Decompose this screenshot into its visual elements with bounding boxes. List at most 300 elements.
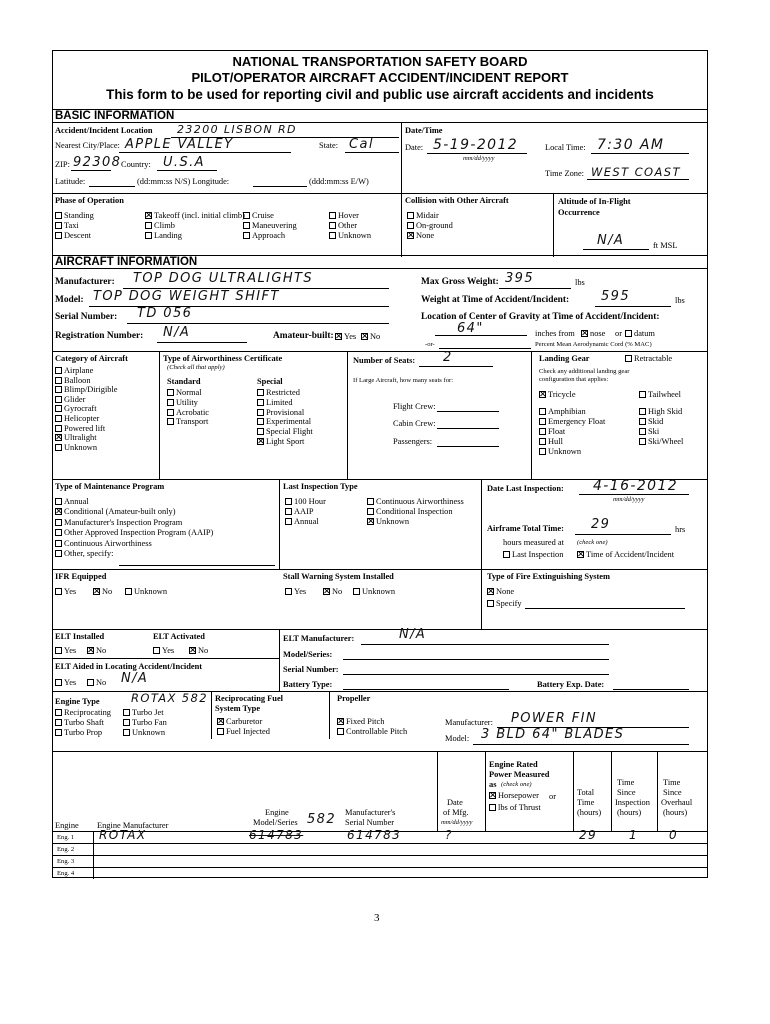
checkbox-mark[interactable] [93, 588, 100, 595]
ifr-yes-checkbox[interactable] [55, 587, 76, 596]
cg-nose-checkbox[interactable] [581, 329, 605, 338]
time-zone-value[interactable]: WEST COAST [591, 165, 681, 179]
category-checkbox-6[interactable] [55, 424, 105, 433]
elt-aided-value[interactable]: N/A [121, 671, 149, 686]
fire-specify-checkbox[interactable] [487, 599, 522, 608]
checkbox-mark[interactable] [581, 330, 588, 337]
date-line [427, 153, 527, 154]
category-checkbox-2[interactable] [55, 385, 118, 394]
retractable-label: Retractable [634, 354, 673, 363]
checkbox-mark[interactable] [167, 399, 174, 406]
amateur-built-label: Amateur-built: [273, 331, 334, 341]
checkbox-label: Other, specify: [64, 549, 114, 558]
local-time-line [591, 153, 689, 154]
section-basic-information: BASIC INFORMATION [53, 109, 707, 123]
last-checkbox-3[interactable] [367, 507, 453, 516]
stall-warning-label: Stall Warning System Installed [283, 572, 394, 581]
gear-checkbox-8[interactable] [539, 437, 563, 446]
engine-cell-serial[interactable]: 614783 [347, 828, 402, 842]
checkbox-mark[interactable] [257, 409, 264, 416]
gear-checkbox-2[interactable] [539, 407, 586, 416]
checkbox-mark[interactable] [639, 408, 646, 415]
divider [485, 751, 486, 831]
last-checkbox-5[interactable] [367, 517, 409, 526]
special-checkbox-4[interactable] [257, 427, 313, 436]
checkbox-mark[interactable] [337, 728, 344, 735]
gear-checkbox-10[interactable] [539, 447, 581, 456]
checkbox-mark[interactable] [123, 729, 130, 736]
checkbox-mark[interactable] [55, 540, 62, 547]
altitude-line [583, 249, 649, 250]
checkbox-mark[interactable] [55, 519, 62, 526]
etype-checkbox-4[interactable] [55, 728, 102, 737]
phase-checkbox-6[interactable] [243, 221, 297, 230]
checkbox-mark[interactable] [55, 367, 62, 374]
gear-checkbox-0[interactable] [539, 390, 576, 399]
checkbox-label: Tricycle [548, 390, 576, 399]
last-checkbox-4[interactable] [285, 517, 319, 526]
checkbox-mark[interactable] [489, 792, 496, 799]
checkbox-mark[interactable] [55, 729, 62, 736]
etype-checkbox-1[interactable] [123, 708, 164, 717]
divider [329, 691, 330, 739]
checkbox-label: Unknown [548, 447, 582, 456]
checkbox-mark[interactable] [167, 409, 174, 416]
cg-datum-checkbox[interactable] [625, 329, 655, 338]
col-total-1: Total [577, 788, 595, 797]
special-checkbox-2[interactable] [257, 408, 304, 417]
category-checkbox-4[interactable] [55, 404, 97, 413]
gear-checkbox-6[interactable] [539, 427, 565, 436]
checkbox-label: Normal [176, 388, 202, 397]
special-checkbox-5[interactable] [257, 437, 304, 446]
prop-checkbox-1[interactable] [337, 727, 407, 736]
col-insp-1: Time [617, 778, 635, 787]
col-ovh-1: Time [663, 778, 681, 787]
checkbox-label: Turbo Prop [64, 728, 103, 737]
elt-aided-yes-checkbox[interactable] [55, 678, 76, 687]
city-value[interactable]: APPLE VALLEY [125, 137, 234, 152]
manufacturer-label: Manufacturer: [55, 277, 115, 287]
col-date-1: Date [447, 798, 463, 807]
checkbox-mark[interactable] [55, 550, 62, 557]
gear-checkbox-1[interactable] [639, 390, 681, 399]
phase-checkbox-10[interactable] [243, 231, 285, 240]
checkbox-mark[interactable] [487, 600, 494, 607]
prop-model-value[interactable]: 3 BLD 64" BLADES [481, 727, 625, 742]
gear-checkbox-7[interactable] [639, 427, 659, 436]
col-power-2: Power Measured [489, 770, 550, 779]
checkbox-label: Takeoff (incl. initial climb) [154, 211, 245, 220]
fire-specify-line [525, 608, 685, 609]
checkbox-mark[interactable] [407, 212, 414, 219]
col-model-value[interactable]: 582 [307, 812, 337, 827]
checkbox-mark[interactable] [153, 647, 160, 654]
checkbox-mark[interactable] [55, 212, 62, 219]
checkbox-mark[interactable] [285, 588, 292, 595]
checkbox-mark[interactable] [217, 728, 224, 735]
stall-unknown-checkbox[interactable] [353, 587, 395, 596]
checkbox-label: Blimp/Dirigible [64, 385, 118, 395]
special-checkbox-1[interactable] [257, 398, 293, 407]
checkbox-mark[interactable] [285, 498, 292, 505]
checkbox-mark[interactable] [55, 498, 62, 505]
date-last-inspection-value[interactable]: 4-16-2012 [593, 478, 679, 494]
city-line [119, 152, 291, 153]
checkbox-label: Light Sport [266, 437, 305, 446]
checkbox-label: Continuous Airworthiness [376, 497, 464, 506]
checkbox-mark[interactable] [257, 438, 264, 445]
category-checkbox-1[interactable] [55, 376, 91, 385]
amateur-no-checkbox[interactable] [361, 332, 380, 341]
checkbox-mark[interactable] [257, 418, 264, 425]
hours-measured-note: hours measured at [503, 538, 564, 547]
checkbox-mark[interactable] [577, 551, 584, 558]
divider [657, 751, 658, 831]
checkbox-mark[interactable] [539, 408, 546, 415]
standard-checkbox-2[interactable] [167, 408, 209, 417]
checkbox-mark[interactable] [55, 709, 62, 716]
maint-checkbox-1[interactable] [55, 507, 175, 516]
checkbox-label: Transport [176, 417, 209, 427]
maint-checkbox-3[interactable] [55, 528, 213, 537]
gear-checkbox-5[interactable] [639, 417, 663, 426]
etype-checkbox-5[interactable] [123, 728, 165, 737]
battery-type-line [343, 689, 509, 690]
checkbox-mark[interactable] [285, 508, 292, 515]
checkbox-mark[interactable] [87, 679, 94, 686]
serial-value[interactable]: TD 056 [137, 306, 193, 321]
elt-manufacturer-value[interactable]: N/A [399, 627, 427, 642]
seats-label: Number of Seats: [353, 356, 416, 365]
last-checkbox-2[interactable] [285, 507, 314, 516]
retractable-checkbox[interactable] [625, 354, 672, 363]
fire-ext-label: Type of Fire Extinguishing System [487, 572, 610, 581]
engine-cell-ovh[interactable]: 0 [669, 828, 679, 842]
cg-mac-label: Percent Mean Aerodynamic Cord (% MAC) [535, 341, 652, 348]
col-power-or: or [549, 792, 556, 801]
phase-checkbox-7[interactable] [329, 221, 357, 230]
elt-activated-no-checkbox[interactable] [189, 646, 208, 655]
elt-installed-no-checkbox[interactable] [87, 646, 106, 655]
checkbox-mark[interactable] [407, 232, 414, 239]
checkbox-mark[interactable] [257, 389, 264, 396]
checkbox-mark[interactable] [367, 518, 374, 525]
collision-checkbox-2[interactable] [407, 231, 434, 240]
checkbox-mark[interactable] [123, 719, 130, 726]
checkbox-mark[interactable] [55, 386, 62, 393]
phase-checkbox-8[interactable] [55, 231, 91, 240]
mgw-line [499, 288, 571, 289]
checkbox-mark[interactable] [123, 709, 130, 716]
airframe-time-value[interactable]: 29 [591, 517, 611, 532]
elt-activated-yes-checkbox[interactable] [153, 646, 174, 655]
special-checkbox-0[interactable] [257, 388, 300, 397]
location-value[interactable]: 23200 LISBON RD [177, 123, 297, 136]
checkbox-mark[interactable] [55, 425, 62, 432]
checkbox-mark[interactable] [243, 222, 250, 229]
check-one-note: (check one) [577, 539, 608, 546]
checkbox-mark[interactable] [353, 588, 360, 595]
col-engine-manufacturer: Engine Manufacturer [97, 821, 169, 830]
engine-row-label: Eng. 1 [57, 834, 75, 841]
ifr-label: IFR Equipped [55, 572, 107, 581]
checkbox-label: Float [548, 427, 566, 436]
col-date-2: of Mfg. [443, 808, 469, 817]
model-value[interactable]: TOP DOG WEIGHT SHIFT [93, 289, 280, 304]
checkbox-mark[interactable] [489, 804, 496, 811]
checkbox-mark[interactable] [55, 405, 62, 412]
date-value[interactable]: 5-19-2012 [433, 137, 519, 153]
phase-checkbox-5[interactable] [145, 221, 175, 230]
checkbox-mark[interactable] [55, 415, 62, 422]
checkbox-mark[interactable] [639, 438, 646, 445]
checkbox-mark[interactable] [639, 428, 646, 435]
checkbox-mark[interactable] [243, 232, 250, 239]
divider [531, 351, 532, 479]
zip-value[interactable]: 92308 [73, 155, 122, 170]
battery-exp-line [613, 689, 689, 690]
checkbox-label: Glider [64, 394, 86, 404]
checkbox-mark[interactable] [55, 232, 62, 239]
divider [159, 351, 160, 479]
checkbox-mark[interactable] [55, 444, 62, 451]
phase-checkbox-11[interactable] [329, 231, 371, 240]
checkbox-mark[interactable] [335, 333, 342, 340]
checkbox-label: Experimental [266, 417, 312, 427]
checkbox-label: Provisional [266, 407, 305, 417]
maintenance-label: Type of Maintenance Program [55, 482, 165, 491]
engine-row-label: Eng. 4 [57, 870, 75, 877]
collision-checkbox-0[interactable] [407, 211, 439, 220]
stall-yes-checkbox[interactable] [285, 587, 306, 596]
checkbox-mark[interactable] [539, 448, 546, 455]
seats-value[interactable]: 2 [443, 350, 453, 365]
checkbox-mark[interactable] [167, 389, 174, 396]
checkbox-mark[interactable] [243, 212, 250, 219]
gear-checkbox-9[interactable] [639, 437, 683, 446]
checkbox-label: Helicopter [64, 414, 100, 423]
collision-checkbox-1[interactable] [407, 221, 453, 230]
engine-cell-insp[interactable]: 1 [629, 828, 639, 842]
form-title-agency: NATIONAL TRANSPORTATION SAFETY BOARD [232, 54, 528, 69]
serial-line [127, 323, 389, 324]
checkbox-mark[interactable] [639, 391, 646, 398]
checkbox-mark[interactable] [55, 719, 62, 726]
standard-checkbox-0[interactable] [167, 388, 202, 397]
manufacturer-value[interactable]: TOP DOG ULTRALIGHTS [133, 271, 314, 286]
time-of-accident-checkbox[interactable] [577, 550, 674, 559]
model-line [89, 306, 389, 307]
rule [53, 569, 707, 570]
etype-checkbox-0[interactable] [55, 708, 111, 717]
gear-checkbox-4[interactable] [539, 417, 605, 426]
checkbox-mark[interactable] [55, 588, 62, 595]
checkbox-mark[interactable] [189, 647, 196, 654]
local-time-value[interactable]: 7:30 AM [597, 137, 665, 153]
cg-value[interactable]: 64" [457, 321, 484, 336]
checkbox-mark[interactable] [329, 232, 336, 239]
checkbox-mark[interactable] [55, 679, 62, 686]
phase-checkbox-0[interactable] [55, 211, 94, 220]
checkbox-label: Fuel Injected [226, 727, 270, 736]
elt-installed-yes-checkbox[interactable] [55, 646, 76, 655]
checkbox-label: Acrobatic [176, 407, 210, 417]
thrust-checkbox[interactable] [489, 803, 541, 812]
checkbox-mark[interactable] [337, 718, 344, 725]
horsepower-checkbox[interactable] [489, 791, 539, 800]
checkbox-mark[interactable] [539, 438, 546, 445]
checkbox-mark[interactable] [257, 428, 264, 435]
phase-checkbox-3[interactable] [329, 211, 359, 220]
local-time-label: Local Time: [545, 143, 586, 152]
engine-type-label: Engine Type [55, 697, 100, 706]
gear-checkbox-3[interactable] [639, 407, 682, 416]
large-aircraft-label: If Large Aircraft, how many seats for: [353, 377, 454, 384]
engine-type-value[interactable]: ROTAX 582 [131, 691, 208, 705]
checkbox-mark[interactable] [167, 418, 174, 425]
checkbox-mark[interactable] [539, 428, 546, 435]
phase-checkbox-2[interactable] [243, 211, 274, 220]
state-value[interactable]: Cal [349, 137, 374, 152]
checkbox-mark[interactable] [217, 718, 224, 725]
checkbox-mark[interactable] [639, 418, 646, 425]
checkbox-mark[interactable] [361, 333, 368, 340]
registration-value[interactable]: N/A [163, 325, 191, 340]
stall-no-checkbox[interactable] [323, 587, 342, 596]
checkbox-mark[interactable] [625, 330, 632, 337]
checkbox-mark[interactable] [503, 551, 510, 558]
checkbox-mark[interactable] [55, 508, 62, 515]
category-checkbox-3[interactable] [55, 395, 85, 404]
checkbox-mark[interactable] [55, 647, 62, 654]
amateur-yes-checkbox[interactable] [335, 332, 356, 341]
checkbox-mark[interactable] [145, 232, 152, 239]
divider [481, 479, 482, 629]
fire-none-checkbox[interactable] [487, 587, 514, 596]
checkbox-mark[interactable] [257, 399, 264, 406]
elt-installed-label: ELT Installed [55, 632, 105, 641]
airframe-line [575, 534, 671, 535]
passengers-label: Passengers: [393, 437, 433, 446]
row-rule [53, 855, 707, 856]
checkbox-mark[interactable] [487, 588, 494, 595]
etype-checkbox-2[interactable] [55, 718, 104, 727]
prop-checkbox-0[interactable] [337, 717, 384, 726]
checkbox-mark[interactable] [145, 222, 152, 229]
rule [53, 751, 707, 752]
checkbox-mark[interactable] [367, 498, 374, 505]
latitude-format: (dd:mm:ss N/S) Longitude: [137, 177, 230, 186]
maint-checkbox-4[interactable] [55, 539, 152, 548]
weight-at-accident-label: Weight at Time of Accident/Incident: [421, 295, 570, 305]
checkbox-mark[interactable] [125, 588, 132, 595]
fuel-checkbox-0[interactable] [217, 717, 262, 726]
last-inspection-checkbox[interactable] [503, 550, 563, 559]
engine-cell-model[interactable]: 614783 [249, 828, 304, 842]
checkbox-mark[interactable] [625, 355, 632, 362]
checkbox-mark[interactable] [367, 508, 374, 515]
form-subtitle: This form to be used for reporting civil and public use aircraft accidents and incidents [106, 87, 654, 102]
elt-manufacturer-label: ELT Manufacturer: [283, 634, 355, 643]
checkbox-mark[interactable] [145, 212, 152, 219]
collision-label: Collision with Other Aircraft [405, 196, 509, 205]
checkbox-mark[interactable] [323, 588, 330, 595]
country-value[interactable]: U.S.A [163, 155, 205, 170]
last-checkbox-0[interactable] [285, 497, 326, 506]
time-of-accident-label: Time of Accident/Incident [586, 550, 675, 559]
last-checkbox-1[interactable] [367, 497, 464, 506]
elt-aided-no-checkbox[interactable] [87, 678, 106, 687]
col-engine: Engine [55, 821, 79, 830]
elt-mfr-line [361, 644, 609, 645]
etype-checkbox-3[interactable] [123, 718, 167, 727]
max-gross-weight-value[interactable]: 395 [505, 271, 535, 286]
checkbox-label: Standing [64, 211, 94, 220]
checkbox-mark[interactable] [55, 529, 62, 536]
phase-checkbox-9[interactable] [145, 231, 182, 240]
checkbox-label: Balloon [64, 375, 91, 385]
engine-cell-total[interactable]: 29 [579, 828, 598, 842]
checkbox-mark[interactable] [329, 212, 336, 219]
checkbox-mark[interactable] [55, 222, 62, 229]
divider [211, 691, 212, 739]
altitude-value[interactable]: N/A [597, 233, 625, 248]
ifr-no-checkbox[interactable] [93, 587, 112, 596]
checkbox-mark[interactable] [55, 396, 62, 403]
engine-cell-mfr[interactable]: ROTAX [99, 828, 147, 842]
phase-checkbox-4[interactable] [55, 221, 79, 230]
category-checkbox-0[interactable] [55, 366, 93, 375]
checkbox-mark[interactable] [539, 391, 546, 398]
checkbox-label: Unknown [376, 517, 410, 526]
zip-label: ZIP: [55, 160, 70, 169]
fuel-checkbox-1[interactable] [217, 727, 270, 736]
special-checkbox-3[interactable] [257, 417, 311, 426]
checkbox-mark[interactable] [539, 418, 546, 425]
checkbox-mark[interactable] [55, 377, 62, 384]
category-checkbox-5[interactable] [55, 414, 99, 423]
weight-at-accident-value[interactable]: 595 [601, 289, 631, 304]
seats-line [419, 366, 493, 367]
divider [279, 629, 280, 691]
checkbox-mark[interactable] [285, 518, 292, 525]
model-label: Model: [55, 295, 84, 305]
maint-checkbox-0[interactable] [55, 497, 89, 506]
state-label: State: [319, 141, 339, 150]
checkbox-mark[interactable] [87, 647, 94, 654]
ifr-unknown-checkbox[interactable] [125, 587, 167, 596]
checkbox-mark[interactable] [407, 222, 414, 229]
checkbox-label: Ultralight [64, 433, 97, 443]
standard-checkbox-1[interactable] [167, 398, 198, 407]
engine-cell-date[interactable]: ? [445, 828, 453, 842]
maint-checkbox-2[interactable] [55, 518, 182, 527]
checkbox-mark[interactable] [329, 222, 336, 229]
maint-checkbox-5[interactable] [55, 549, 113, 558]
category-checkbox-8[interactable] [55, 443, 97, 452]
standard-checkbox-3[interactable] [167, 417, 208, 426]
category-checkbox-7[interactable] [55, 433, 97, 442]
checkbox-label: Carburetor [226, 717, 263, 726]
checkbox-label: Fixed Pitch [346, 717, 385, 726]
checkbox-mark[interactable] [55, 434, 62, 441]
country-line [157, 170, 217, 171]
prop-mfr-value[interactable]: POWER FIN [511, 711, 597, 726]
phase-checkbox-1[interactable] [145, 211, 245, 220]
elt-activated-label: ELT Activated [153, 632, 205, 641]
checkbox-label: Conditional Inspection [376, 507, 453, 516]
